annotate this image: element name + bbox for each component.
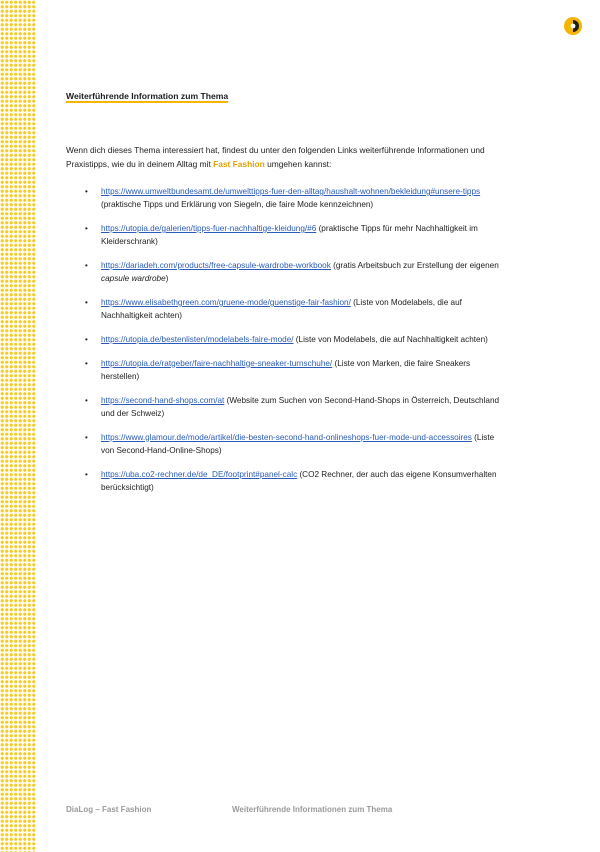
list-item	[85, 431, 505, 458]
intro-paragraph	[66, 143, 506, 171]
resource-link-list	[85, 185, 505, 505]
bullet-icon: •	[85, 432, 88, 442]
dialog-logo-icon	[563, 16, 583, 36]
bullet-icon: •	[85, 358, 88, 368]
resource-link[interactable]: https://utopia.de/galerien/tipps-fuer-nachhaltige-kleidung/#6	[101, 224, 317, 233]
link-description: (CO2 Rechner, der auch das eigene Konsumverhalten berücksichtigt)	[101, 469, 497, 492]
link-description: (praktische Tipps für mehr Nachhaltigkeit im Kleiderschrank)	[101, 224, 478, 247]
resource-link[interactable]: https://www.elisabethgreen.com/gruene-mode/guenstige-fair-fashion/	[101, 298, 351, 307]
bullet-icon: •	[85, 187, 88, 196]
intro-text-end: umgehen kannst:	[264, 159, 332, 169]
link-description-end: )	[165, 274, 169, 284]
bullet-icon: •	[85, 395, 88, 405]
list-item	[85, 185, 505, 212]
bullet-icon: •	[85, 469, 88, 479]
link-description: (Liste von Second-Hand-Online-Shops)	[101, 432, 495, 455]
bullet-icon: •	[85, 335, 88, 344]
link-description-italic: capsule wardrobe	[101, 274, 166, 284]
link-description: (praktische Tipps und Erklärung von Siegeln, die faire Mode kennzeichnen)	[101, 200, 374, 210]
bullet-icon: •	[85, 224, 88, 233]
list-item	[85, 222, 505, 249]
link-description: (Liste von Modelabels, die auf Nachhaltigkeit achten)	[293, 335, 488, 344]
resource-link[interactable]: https://second-hand-shops.com/at	[101, 395, 225, 405]
bullet-icon: •	[85, 298, 88, 307]
link-description: (gratis Arbeitsbuch zur Erstellung der eigenen	[330, 261, 499, 270]
list-item	[85, 394, 505, 421]
link-description: (Website zum Suchen von Second-Hand-Shops in Österreich, Deutschland und der Schweiz)	[101, 395, 500, 418]
list-item	[85, 468, 505, 495]
list-item	[85, 333, 505, 346]
list-item	[85, 357, 505, 384]
decorative-dot-strip	[0, 0, 36, 852]
list-item	[85, 296, 505, 323]
footer-left-text: DiaLog – Fast Fashion	[66, 805, 152, 814]
intro-highlight: Fast Fashion	[213, 159, 265, 169]
link-description: (Liste von Modelabels, die auf Nachhaltigkeit achten)	[101, 298, 462, 321]
resource-link[interactable]: https://www.glamour.de/mode/artikel/die-besten-second-hand-onlineshops-fuer-mode-und-accessoires	[101, 432, 472, 442]
resource-link[interactable]: https://www.umweltbundesamt.de/umwelttipps-fuer-den-alltag/haushalt-wohnen/bekleidung#unsere-tipps	[101, 187, 481, 196]
resource-link[interactable]: https://uba.co2-rechner.de/de_DE/footprint#panel-calc	[101, 469, 298, 479]
list-item	[85, 259, 505, 286]
bullet-icon: •	[85, 261, 88, 270]
footer-right-text: Weiterführende Informationen zum Thema	[232, 805, 393, 814]
page-heading: Weiterführende Information zum Thema	[66, 91, 229, 101]
intro-text-start: Wenn dich dieses Thema interessiert hat, findest du unter den folgenden Links weiterführende Informationen und Praxistipps, wie du in deinem Alltag mit	[66, 145, 485, 169]
resource-link[interactable]: https://utopia.de/bestenlisten/modelabels-faire-mode/	[101, 335, 294, 344]
resource-link[interactable]: https://utopia.de/ratgeber/faire-nachhaltige-sneaker-turnschuhe/	[101, 358, 333, 368]
resource-link[interactable]: https://dariadeh.com/products/free-capsule-wardrobe-workbook	[101, 261, 331, 270]
link-description: (Liste von Marken, die faire Sneakers herstellen)	[101, 358, 471, 381]
